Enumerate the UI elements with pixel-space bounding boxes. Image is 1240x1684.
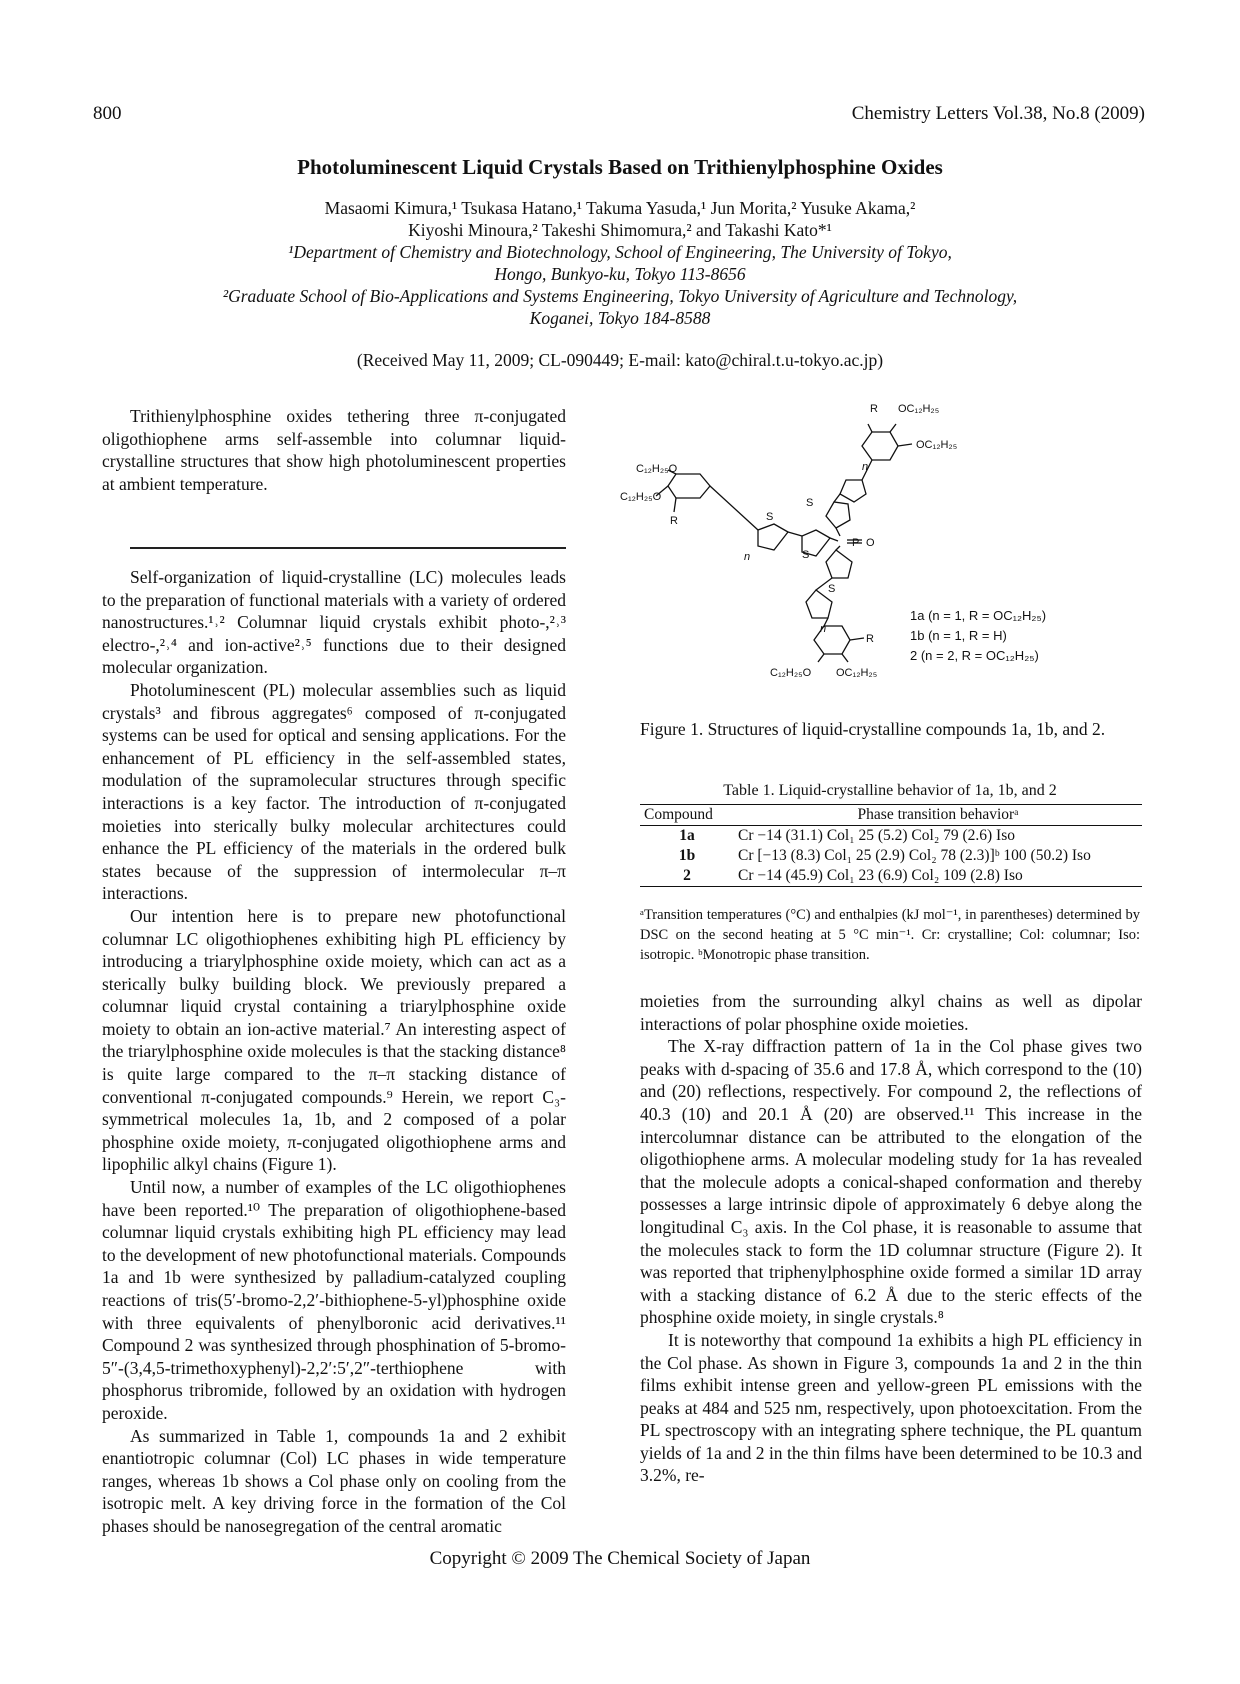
left-column [102,566,566,1538]
chem-label-r-bottom: R [866,633,874,645]
table-1 [640,804,1142,887]
left-paragraph-3: Our intention here is to prepare new photofunctional columnar LC oligothiophenes exhibiting high PL efficiency by introducing a triarylphosphine oxide moiety, which can act as a sterically bulky building block. We previously prepared a columnar liquid crystal containing a triarylphosphine oxide moiety to obtain an ion-active material.⁷ An interesting aspect of the triarylphosphine oxide molecules is that the stacking distance⁸ is quite large compared to the π–π stacking distance of conventional π-conjugated compounds.⁹ Herein, we report C₃-symmetrical molecules 1a, 1b, and 2 composed of a polar phosphine oxide moiety, π-conjugated oligothiophene arms and lipophilic alkyl chains (Figure 1). [102,905,566,1175]
compound-legend-1b: 1b (n = 1, R = H) [910,628,1007,643]
chem-label-alkoxy-top-2: OC₁₂H₂₅ [916,439,958,451]
right-paragraph-2: The X-ray diffraction pattern of 1a in the Col phase gives two peaks with d-spacing of 35.6 and 17.8 Å, which correspond to the (10) and (20) reflections, respectively. For compound 2, the reflections of 40.3 (10) and 20.1 Å (20) are observed.¹¹ This increase in the intercolumnar distance can be attributed to the elongation of the oligothiophene arms. A molecular modeling study for 1a has revealed that the molecule adopts a conical-shaped conformation and thereby possesses a large intrinsic dipole of approximately 6 debye along the longitudinal C₃ axis. In the Col phase, it is reasonable to assume that the molecules stack to form the 1D columnar structure (Figure 2). It was reported that triphenylphosphine oxide formed a similar 1D array with a stacking distance of 6.2 Å due to the steric effects of the phosphine oxide moiety, in single crystals.⁸ [640,1036,1142,1328]
table-cell-compound: 1b [678,847,696,864]
table-header-phase: Phase transition behaviorᵃ [857,806,1019,823]
chem-label-n-left: n [744,551,751,563]
left-paragraph-1: Self-organization of liquid-crystalline (LC) molecules leads to the preparation of functional materials with a variety of ordered nanostructures.¹˒² Columnar liquid crystals exhibit photo-,²˒³ electro-,²˒⁴ and ion-active²˒⁵ functions due to their designed molecular organization. [102,567,566,678]
chem-label-sulfur-1: S [806,497,814,509]
table-cell-compound: 2 [683,867,691,884]
received-line: (Received May 11, 2009; CL-090449; E-mail: kato@chiral.t.u-tokyo.ac.jp) [356,350,884,370]
table-1-footnote: ᵃTransition temperatures (°C) and enthalpies (kJ mol⁻¹, in parentheses) determined by DSC on the second heating at 5 °C min⁻¹. Cr: crystalline; Col: columnar; Iso: isotropic. ᵇMonotropic phase transition. [640,907,1140,963]
chem-label-alkoxy-left-1: C₁₂H₂₅O [636,463,678,475]
table-row [640,866,1142,887]
chem-label-r-left: R [670,515,678,527]
article-title: Photoluminescent Liquid Crystals Based on Trithienylphosphine Oxides [297,155,943,179]
right-paragraph-1: moieties from the surrounding alkyl chains as well as dipolar interactions of polar phosphine oxide moieties. [640,991,1142,1034]
affiliation-2-line-1: ²Graduate School of Bio-Applications and Systems Engineering, Tokyo University of Agriculture and Technology, [222,286,1018,306]
compound-legend-2: 2 (n = 2, R = OC₁₂H₂₅) [910,648,1039,663]
abstract-divider [130,547,566,549]
right-column [640,990,1142,1487]
table-row [640,846,1142,866]
affiliation-2-line-2: Koganei, Tokyo 184-8588 [529,308,711,328]
chem-label-n-bottom: n [820,623,827,635]
figure-1-caption: Figure 1. Structures of liquid-crystalline compounds 1a, 1b, and 2. [640,719,1106,739]
table-cell-phase: Cr [−13 (8.3) Col₁ 25 (2.9) Col₂ 78 (2.3)]ᵇ 100 (50.2) Iso [738,847,1091,864]
right-paragraph-3: It is noteworthy that compound 1a exhibits a high PL efficiency in the Col phase. As shown in Figure 3, compounds 1a and 2 in the thin films exhibit intense green and yellow-green PL emissions with the peaks at 484 and 525 nm, respectively, upon photoexcitation. From the PL spectroscopy with an integrating sphere technique, the PL quantum yields of 1a and 2 in the thin films have been determined to be 10.3 and 3.2%, re- [640,1329,1142,1486]
chem-label-n-top: n [862,461,869,473]
chem-label-sulfur-4: S [828,583,836,595]
table-cell-compound: 1a [679,827,695,844]
chem-label-phosphorus: P [852,537,860,549]
chem-label-r-top: R [870,403,878,415]
figure-1-structure [620,403,1140,720]
compound-legend-1a: 1a (n = 1, R = OC₁₂H₂₅) [910,608,1047,623]
chem-label-sulfur-3: S [802,549,810,561]
chem-label-alkoxy-bottom-2: OC₁₂H₂₅ [836,667,878,679]
chem-label-sulfur-2: S [766,511,774,523]
left-paragraph-5: As summarized in Table 1, compounds 1a and 2 exhibit enantiotropic columnar (Col) LC phases in wide temperature ranges, whereas 1b shows a Col phase only on cooling from the isotropic melt. A key driving force in the formation of the Col phases should be nanosegregation of the central aromatic [102,1425,566,1536]
left-paragraph-2: Photoluminescent (PL) molecular assemblies such as liquid crystals³ and fibrous aggregates⁶ composed of π-conjugated systems can be used for optical and sensing applications. For the enhancement of PL efficiency in the self-assembled states, modulation of the supramolecular structures through specific interactions is a key factor. The introduction of π-conjugated moieties into sterically bulky molecular architectures could enhance the PL efficiency of the materials in the ordered bulk states because of the suppression of intermolecular π–π interactions. [102,679,566,904]
chem-label-alkoxy-bottom-1: C₁₂H₂₅O [770,667,812,679]
authors-line-1: Masaomi Kimura,¹ Tsukasa Hatano,¹ Takuma Yasuda,¹ Jun Morita,² Yusuke Akama,² [324,198,916,218]
affiliation-1-line-2: Hongo, Bunkyo-ku, Tokyo 113-8656 [494,264,746,284]
table-header-row [640,805,1142,826]
table-header-compound: Compound [644,806,713,823]
left-paragraph-4: Until now, a number of examples of the LC oligothiophenes have been reported.¹⁰ The preparation of oligothiophene-based columnar liquid crystals exhibiting high PL efficiency may lead to the development of new photofunctional materials. Compounds 1a and 1b were synthesized by palladium-catalyzed coupling reactions of tris(5′-bromo-2,2′-bithiophene-5-yl)phosphine oxide with three equivalents of phenylboronic acid derivatives.¹¹ Compound 2 was synthesized through phosphination of 5-bromo-5″-(3,4,5-trimethoxyphenyl)-2,2′:5′,2″-terthiophene with phosphorus tribromide, followed by an oxidation with hydrogen peroxide. [102,1177,566,1423]
copyright-footer: Copyright © 2009 The Chemical Society of Japan [429,1548,811,1569]
abstract [102,405,566,495]
affiliation-1-line-1: ¹Department of Chemistry and Biotechnology, School of Engineering, The University of Tokyo, [288,242,952,262]
table-cell-phase: Cr −14 (45.9) Col₁ 23 (6.9) Col₂ 109 (2.8) Iso [738,867,1023,884]
table-row [640,826,1142,847]
journal-header: Chemistry Letters Vol.38, No.8 (2009) [851,103,1145,124]
chem-label-oxygen: O [866,537,875,549]
authors-line-2: Kiyoshi Minoura,² Takeshi Shimomura,² and Takashi Kato*¹ [408,220,832,240]
chem-label-alkoxy-left-2: C₁₂H₂₅O [620,491,662,503]
page-number: 800 [93,103,122,124]
abstract-text: Trithienylphosphine oxides tethering three π-conjugated oligothiophene arms self-assemble into columnar liquid-crystalline structures that show high photoluminescent properties at ambient temperature. [102,406,566,494]
chem-label-alkoxy-top-1: OC₁₂H₂₅ [898,403,940,415]
table-1-caption: Table 1. Liquid-crystalline behavior of 1a, 1b, and 2 [723,782,1057,799]
table-cell-phase: Cr −14 (31.1) Col₁ 25 (5.2) Col₂ 79 (2.6) Iso [738,827,1016,844]
